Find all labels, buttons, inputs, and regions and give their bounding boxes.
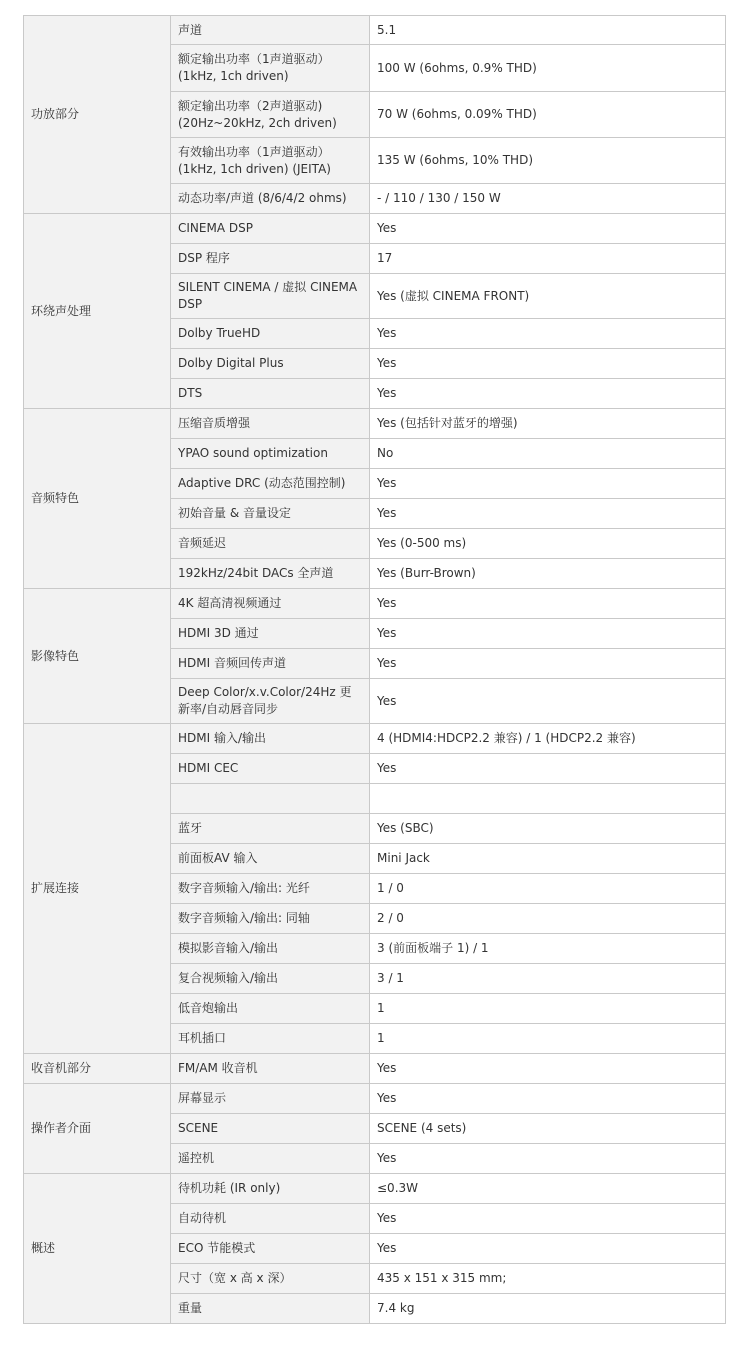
spec-label: 复合视频输入/输出 [171,964,370,994]
spec-value: Yes [370,469,726,499]
section-name: 环绕声处理 [24,214,171,409]
spec-value: Yes [370,1204,726,1234]
spec-value: Yes [370,319,726,349]
spec-value: 3 / 1 [370,964,726,994]
spec-value: Yes [370,1084,726,1114]
spec-value: Yes [370,499,726,529]
spec-row [24,1174,726,1204]
spec-label: 动态功率/声道 (8/6/4/2 ohms) [171,184,370,214]
spec-label: 遥控机 [171,1144,370,1174]
spec-label: FM/AM 收音机 [171,1054,370,1084]
spec-label: 4K 超高清视频通过 [171,589,370,619]
spec-value: 1 [370,1024,726,1054]
spec-value: Yes (包括针对蓝牙的增强) [370,409,726,439]
spec-label: SCENE [171,1114,370,1144]
section-name: 操作者介面 [24,1084,171,1174]
spec-label: Dolby TrueHD [171,319,370,349]
spec-label: SILENT CINEMA / 虚拟 CINEMA DSP [171,274,370,319]
spec-value: Yes (Burr-Brown) [370,559,726,589]
spec-row [24,16,726,45]
section-name: 概述 [24,1174,171,1324]
spec-label: 有效输出功率（1声道驱动） (1kHz, 1ch driven) (JEITA) [171,138,370,184]
spec-label: ECO 节能模式 [171,1234,370,1264]
spec-value: 70 W (6ohms, 0.09% THD) [370,92,726,138]
spec-label: 蓝牙 [171,814,370,844]
spec-value: Yes [370,679,726,724]
spec-value: 2 / 0 [370,904,726,934]
spec-value: Yes [370,379,726,409]
spec-value: No [370,439,726,469]
spec-row [24,724,726,754]
spec-label: 声道 [171,16,370,45]
spec-label: 自动待机 [171,1204,370,1234]
spec-label: HDMI 3D 通过 [171,619,370,649]
spec-label: DSP 程序 [171,244,370,274]
spec-value: Yes [370,589,726,619]
spec-value: Yes (0-500 ms) [370,529,726,559]
spec-value: 1 / 0 [370,874,726,904]
spec-label: 初始音量 & 音量设定 [171,499,370,529]
spec-label: HDMI 音频回传声道 [171,649,370,679]
spec-label [171,784,370,814]
spec-label: 数字音频输入/输出: 光纤 [171,874,370,904]
spec-value: SCENE (4 sets) [370,1114,726,1144]
spec-label: 模拟影音输入/输出 [171,934,370,964]
section-name: 影像特色 [24,589,171,724]
spec-value: Yes [370,1234,726,1264]
spec-value: Yes (虚拟 CINEMA FRONT) [370,274,726,319]
spec-label: 音频延迟 [171,529,370,559]
spec-value: 7.4 kg [370,1294,726,1324]
spec-value: Mini Jack [370,844,726,874]
spec-value: Yes (SBC) [370,814,726,844]
section-name: 扩展连接 [24,724,171,1054]
spec-value: 100 W (6ohms, 0.9% THD) [370,45,726,92]
section-name: 功放部分 [24,16,171,214]
spec-label: DTS [171,379,370,409]
spec-label: CINEMA DSP [171,214,370,244]
spec-row [24,1054,726,1084]
spec-value: Yes [370,349,726,379]
spec-label: 耳机插口 [171,1024,370,1054]
spec-value: Yes [370,619,726,649]
spec-label: Deep Color/x.v.Color/24Hz 更新率/自动唇音同步 [171,679,370,724]
spec-label: YPAO sound optimization [171,439,370,469]
spec-value: ≤0.3W [370,1174,726,1204]
spec-value: 5.1 [370,16,726,45]
spec-value: Yes [370,1144,726,1174]
spec-value: - / 110 / 130 / 150 W [370,184,726,214]
spec-row [24,409,726,439]
spec-label: 前面板AV 输入 [171,844,370,874]
spec-label: 低音炮输出 [171,994,370,1024]
spec-value: 1 [370,994,726,1024]
spec-label: 压缩音质增强 [171,409,370,439]
spec-label: 额定输出功率（1声道驱动） (1kHz, 1ch driven) [171,45,370,92]
spec-value: 17 [370,244,726,274]
spec-value: Yes [370,754,726,784]
spec-row [24,589,726,619]
spec-label: 屏幕显示 [171,1084,370,1114]
section-name: 音频特色 [24,409,171,589]
spec-label: Dolby Digital Plus [171,349,370,379]
spec-value: Yes [370,649,726,679]
spec-label: Adaptive DRC (动态范围控制) [171,469,370,499]
spec-label: 待机功耗 (IR only) [171,1174,370,1204]
spec-label: 额定输出功率（2声道驱动) (20Hz~20kHz, 2ch driven) [171,92,370,138]
spec-row [24,1084,726,1114]
spec-label: HDMI 输入/输出 [171,724,370,754]
spec-value: 135 W (6ohms, 10% THD) [370,138,726,184]
spec-value: 3 (前面板端子 1) / 1 [370,934,726,964]
spec-label: 尺寸（宽 x 高 x 深） [171,1264,370,1294]
spec-label: 192kHz/24bit DACs 全声道 [171,559,370,589]
spec-value: 435 x 151 x 315 mm; [370,1264,726,1294]
spec-value: 4 (HDMI4:HDCP2.2 兼容) / 1 (HDCP2.2 兼容) [370,724,726,754]
spec-table [23,15,726,1324]
spec-value [370,784,726,814]
spec-label: HDMI CEC [171,754,370,784]
spec-value: Yes [370,1054,726,1084]
spec-label: 重量 [171,1294,370,1324]
section-name: 收音机部分 [24,1054,171,1084]
spec-value: Yes [370,214,726,244]
spec-row [24,214,726,244]
spec-label: 数字音频输入/输出: 同轴 [171,904,370,934]
